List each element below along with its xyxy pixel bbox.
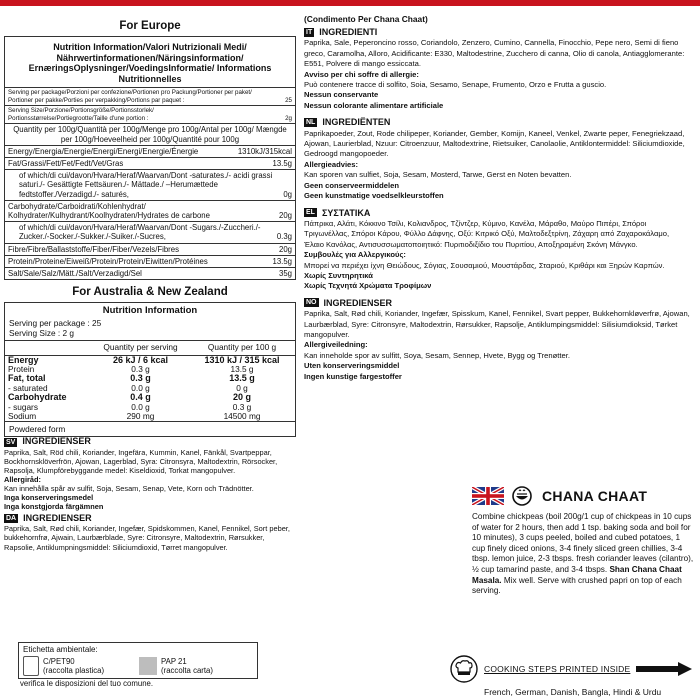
recipe-header — [472, 486, 694, 506]
etichetta-item1 — [43, 657, 139, 675]
nutrient-label: of which/di cui/davon/Hvara/Heraf/Waarvan/Dont -Sugars./-Zuccheri./-Zucker./-Socker./-Sukker./-Suiker./-Sucres, — [19, 223, 261, 242]
ingredients-claim: Geen conserveermiddelen — [304, 180, 399, 190]
allergen-heading: Allergieadvies: — [304, 159, 359, 169]
nutrient-label: Salt/Sale/Salz/Mätt./Salt/Verzadigd/Sel — [8, 269, 142, 279]
ingredients-claim: Inga konstgjorda färgämnen — [4, 502, 104, 512]
nutrient-value: 13.5g — [272, 158, 292, 168]
ingredients-block-it — [304, 27, 690, 111]
nutrient-value: 35g — [278, 269, 292, 279]
nutrient-label: of which/di cui/davon/Hvara/Heraf/Waarvan/Dont -saturates./- acidi grassi saturi./- Gesättigte Fettsäuren./- Mättade./ –Herumættede fedtstoffer./Verzadigd./- saturés, — [19, 171, 273, 199]
serving-value: 25 — [285, 96, 292, 104]
ingredients-claim: Uten konserveringsmiddel — [304, 361, 400, 371]
europe-nutrition-table — [4, 36, 296, 280]
etichetta-items — [23, 656, 253, 676]
etichetta-footer: verifica le disposizioni del tuo comune. — [20, 679, 154, 688]
ingredients-heading — [304, 298, 690, 308]
europe-nutrient-row — [5, 201, 295, 222]
au-table-title: Nutrition Information — [102, 305, 198, 317]
paper-box-icon — [139, 657, 157, 675]
europe-nutrient-rows — [5, 146, 295, 279]
ingredients-text: Paprika, Salt, Rød chili, Koriander, Ingefær, Spisskum, Kanel, Fennikel, Svart pepper, Bukkehornkløverfrø, Ajowan, Laurbærblad, Syre: Citronsyre, Maltodextrin, Rørsukker, Rapsolje, Antiklumpingsmiddel: Silisiumdioksid, Tørket mangopulver. — [304, 309, 690, 339]
allergen-text: Kan inneholde spor av sulfitt, Soya, Sesam, Sennep, Hvete, Bygg og Trenøtter. — [304, 350, 570, 360]
au-cell-per100: 0 g — [236, 382, 248, 393]
recipe-text-b: Mix well. Serve with crushed papri on top of each serving. — [472, 575, 682, 596]
cooking-steps-note — [450, 655, 695, 697]
chana-chaat-recipe — [472, 486, 694, 597]
au-cell-per100: 14500 mg — [223, 411, 261, 422]
europe-nutrient-row — [5, 244, 295, 256]
europe-nutrient-row — [5, 170, 295, 201]
ingredients-heading — [304, 208, 690, 218]
au-col-100: Quantity per 100 g — [207, 342, 277, 353]
size-value: 2g — [285, 114, 292, 122]
nutrient-label: Protein/Proteine/Eiweiß/Protein/Protein/Eiwitten/Protéines — [8, 256, 208, 266]
product-subtitle: (Condimento Per Chana Chaat) — [304, 14, 428, 24]
right-column — [304, 14, 690, 388]
au-rows — [5, 355, 295, 421]
item2-code: PAP 21 — [161, 657, 187, 666]
item2-sub: (raccolta carta) — [161, 666, 213, 675]
allergen-text: Kan sporen van sulfiet, Soja, Sesam, Mosterd, Tarwe, Gerst en Noten bevatten. — [304, 170, 572, 180]
au-cell-label: Energy — [8, 354, 39, 365]
top-red-bar — [0, 0, 700, 6]
ingredients-block-sv — [4, 437, 296, 511]
ingredients-claim: Χωρίς Τεχνητά Χρώματα Τροφίμων — [304, 281, 432, 291]
left-language-blocks — [4, 437, 296, 551]
left-column — [4, 14, 296, 555]
arrow-right-icon — [636, 662, 692, 676]
allergen-text: Può contenere tracce di solfito, Soia, Sesamo, Senape, Frumento, Orzo e Frutta a guscio. — [304, 80, 607, 90]
europe-size-row — [5, 106, 295, 124]
au-header-row — [5, 341, 295, 355]
au-cell-per100: 13.5 g — [230, 364, 254, 375]
language-code-badge: EL — [306, 209, 315, 217]
au-nutrient-row — [5, 374, 295, 383]
plastic-cup-icon — [23, 656, 39, 676]
au-cell-per100: 0.3 g — [232, 401, 252, 412]
ingredients-title: INGREDIENTI — [319, 27, 378, 37]
nutrient-label: Fibre/Fibre/Ballaststoffe/Fiber/Fiber/Vezels/Fibres — [8, 244, 180, 254]
nutrient-value: 0g — [283, 189, 292, 199]
ingredients-text: Πάπρικα, Αλάτι, Κόκκινο Τσίλι, Κολιανδρος, Τζίντζερ, Κύμινο, Κανέλα, Μάραθο, Μαύρο Πιπέρι, Σπόροι Τριγωνέλλας, Σπόροι Κάρου, Φύλλο Δάφνης, Οξύ: Κιτρικό Οξύ, Μαλτοδεξτρίνη, Ζάχαρη από Ζαχαροκάλαμο, Έλαιο Κανόλας, Αντισυσσωματοποιητικό: Πυριτιοδιξίδιο του Πυριτίου, Αποξηραμένη Σκόνη Μάνγκο. — [304, 218, 670, 249]
europe-nutrient-row — [5, 146, 295, 158]
ingredients-claim: Geen kunstmatige voedselkleurstoffen — [304, 191, 444, 201]
item1-code: C/PET90 — [43, 657, 75, 666]
au-col-serving: Quantity per serving — [103, 342, 178, 353]
ingredients-heading — [4, 514, 296, 523]
au-cell-label: - sugars — [8, 401, 38, 412]
allergen-text: Kan innehålla spår av sulfit, Soja, Sesam, Senap, Vete, Korn och Trädnötter. — [4, 483, 254, 493]
au-size-line: Serving Size : 2 g — [9, 328, 75, 339]
allergen-heading: Allergiråd: — [4, 474, 41, 484]
recipe-title: CHANA CHAAT — [542, 488, 648, 504]
nutrient-value: 1310kJ/315kcal — [237, 146, 292, 156]
ingredients-claim: Χωρίς Συντηρητικά — [304, 270, 373, 280]
au-cell-per100: 13.5 g — [229, 373, 255, 384]
europe-nutrient-row — [5, 268, 295, 279]
recipe-text-bold: Shan Chana Chaat Masala. — [472, 564, 682, 585]
nutrient-value: 13.5g — [272, 256, 292, 266]
ingredients-title: INGREDIËNTEN — [322, 117, 391, 128]
chef-hat-icon — [450, 655, 478, 683]
item1-sub: (raccolta plastica) — [43, 666, 105, 675]
ingredients-block-nl — [304, 117, 690, 201]
ingredients-claim: Nessun conservante — [304, 90, 379, 100]
nutrient-value: 20g — [278, 244, 292, 254]
au-nutrient-row — [5, 393, 295, 402]
au-cell-per100: 20 g — [233, 392, 252, 403]
ingredients-text: Paprika, Sale, Peperoncino rosso, Coriandolo, Zenzero, Cumino, Cannella, Finocchio, Pepe nero, Semi di fieno greco, Caramolha, Alloro, Acidificante: E330, Maltodestrine, Zucchero di canna, Olio di canola, Antiagglomerante: E551, Polvere di mango essiccata. — [304, 38, 685, 69]
language-code-badge: DA — [6, 515, 17, 523]
nutrient-label: Fat/Grassi/Fett/Fet/Fedt/Vet/Gras — [8, 158, 124, 168]
ingredients-block-da — [4, 514, 296, 551]
language-code-badge: NO — [306, 299, 317, 307]
ingredients-title: ΣΥΣΤΑΤΙΚΑ — [321, 207, 371, 218]
ingredients-claim: Inga konserveringsmedel — [4, 493, 94, 503]
europe-nutrient-row — [5, 256, 295, 268]
etichetta-title: Etichetta ambientale: — [23, 645, 98, 654]
europe-quantity-header — [5, 124, 295, 145]
language-code-badge: NL — [306, 118, 316, 126]
europe-nutrient-row — [5, 222, 295, 243]
serving-line-2: Portioner per pakke/Porties per verpakking/Portions par paquet : — [8, 96, 185, 104]
recipe-text-a: Combine chickpeas (boil 200g/1 cup of chickpeas in 10 cups of water for 2 hours, then add 1 tsp. baking soda and boil for 10 minutes), 3 cups peeled, boiled and cubed potatoes, 1 cup finely diced onions, 3-4 finely sliced green chillies, 3-4 tbsp. lemon juice, 2-3 tbsps. fresh coriander leaves (cilantro), ½ cup tamarind paste, and 3-4 tbsps. — [472, 512, 694, 574]
uk-flag-icon — [472, 487, 504, 505]
ingredients-title: INGREDIENSER — [22, 436, 91, 447]
ingredients-heading — [4, 437, 296, 446]
au-cell-serving: 26 kJ / 6 kcal — [112, 354, 169, 365]
au-cell-serving: 0.0 g — [131, 401, 150, 412]
europe-serving-row — [5, 88, 295, 106]
au-cell-per100: 1310 kJ / 315 kcal — [204, 354, 280, 365]
cooking-title: COOKING STEPS PRINTED INSIDE — [484, 664, 631, 674]
europe-nutrient-row — [5, 158, 295, 170]
ingredients-heading — [304, 117, 690, 127]
allergen-text: Μπορεί να περιέχει ίχνη Θειώδους, Σόγιας, Σουσαμιού, Μουστάρδας, Σταριού, Κριθάρι και Ξηρών Καρπών. — [304, 260, 665, 270]
au-cell-label: Protein — [8, 364, 35, 375]
au-cell-label: Fat, total — [8, 373, 46, 384]
au-serving-info — [5, 318, 295, 341]
au-heading: For Australia & New Zealand — [72, 286, 228, 299]
etichetta-item2 — [161, 657, 213, 675]
au-serving-line: Serving per package : 25 — [9, 318, 102, 329]
language-code-badge: SV — [6, 438, 16, 446]
ingredients-claim: Nessun colorante alimentare artificiale — [304, 100, 444, 110]
ingredients-text: Paprika, Salt, Rød chili, Koriander, Ingefær, Spidskommen, Kanel, Fennikel, Sort peber, bukkehornfrø, Ajwain, Laurbærblade, Syre: Citronsyre, Maltodextrin, Rørsukker, Rapsolie, Antiklumpningsmiddel: Siliciumdioxid, Tørret mangopulver. — [4, 524, 290, 552]
powdered-form-note: Powdered form — [4, 422, 296, 437]
au-header-empty — [5, 341, 92, 355]
ingredients-block-no — [304, 298, 690, 382]
nutrient-label: Carbohydrate/Carboidrati/Kohlenhydrat/ Kolhydrater/Kulhydrant/Koolhydraten/Hydrates de carbone — [8, 201, 210, 220]
ingredients-claim: Ingen kunstige fargestoffer — [304, 371, 402, 381]
cooking-languages: French, German, Danish, Bangla, Hindi & Urdu — [484, 687, 662, 697]
au-cell-label: - saturated — [8, 382, 48, 393]
ingredients-text: Paprika, Salt, Röd chili, Koriander, Ingefära, Kummin, Kanel, Fänkål, Svartpeppar, Bockhornsklöverfrön, Ajowan, Lagerblad, Syra: Citronsyra, Maltodextrin, Rörsocker, Rapsolja, Klumpförebyggande medel: Kiseldioxid, Torkat mangopulver. — [4, 447, 278, 475]
allergen-heading: Avviso per chi soffre di allergie: — [304, 69, 419, 79]
size-line-1: Serving Size/Porzione/Portionsgröße/Portionsstorlek/ — [8, 107, 154, 115]
europe-heading: For Europe — [119, 20, 181, 32]
size-line-2: Portionsstørrelse/Portiegrootte/Taille d'une portion : — [8, 114, 149, 122]
europe-table-title: Nutrition Information/Valori Nutrizionali Medi/ Nährwertinformationen/Näringsinformation/ ErnæringsOplysninger/VoedingsInformatie/ Informations Nutritionnelles — [5, 37, 295, 88]
au-values-table — [5, 341, 295, 421]
serving-line-1: Serving per package/Porzioni per confezione/Portionen pro Packung/Portioner per paket/ — [8, 89, 252, 96]
allergen-heading: Allergiveiledning: — [304, 340, 368, 350]
ingredients-heading — [304, 27, 690, 37]
cooking-row — [450, 655, 695, 683]
environmental-label-box — [18, 642, 258, 688]
au-cell-serving: 0.0 g — [131, 382, 150, 393]
recipe-text — [472, 512, 694, 597]
au-nutrition-table — [4, 302, 296, 422]
ingredients-text: Paprikapoeder, Zout, Rode chilipeper, Koriander, Gember, Komijn, Kaneel, Venkel, Zwarte peper, Fenegriekzaad, Ajowan, Laurierblad, Nzuur: Citroenzuur, Maltodextrine, Rietsuiker, Canolaolie, Antiklontermiddel: Siliciumdioxide, Gedroogd mangopoeder. — [304, 128, 685, 159]
etichetta-frame — [18, 642, 258, 679]
au-cell-label: Sodium — [8, 411, 37, 422]
au-nutrient-row — [5, 412, 295, 421]
au-cell-serving: 0.4 g — [130, 392, 151, 403]
ingredients-block-el — [304, 208, 690, 292]
right-language-blocks — [304, 27, 690, 382]
ingredients-title: INGREDIENSER — [23, 513, 92, 524]
quantity-header-text: Quantity per 100g/Quantità per 100g/Menge pro 100g/Antal per 100g/ Mængde per 100g/Hoeveelheid per 100g/Quantité pour 100g — [13, 125, 287, 144]
language-code-badge: IT — [306, 28, 313, 36]
au-cell-serving: 290 mg — [126, 411, 155, 422]
ingredients-title: INGREDIENSER — [323, 297, 393, 308]
bowl-icon — [512, 486, 532, 506]
au-cell-serving: 0.3 g — [130, 373, 151, 384]
nutrient-value: 20g — [278, 211, 292, 220]
allergen-heading: Συμβουλές για Αλλεργικούς: — [304, 250, 406, 260]
au-cell-serving: 0.3 g — [131, 364, 150, 375]
au-cell-label: Carbohydrate — [8, 392, 67, 403]
nutrient-value: 0.3g — [276, 232, 292, 242]
nutrient-label: Energy/Energia/Energie/Energi/Energi/Energie/Énergie — [8, 146, 199, 156]
